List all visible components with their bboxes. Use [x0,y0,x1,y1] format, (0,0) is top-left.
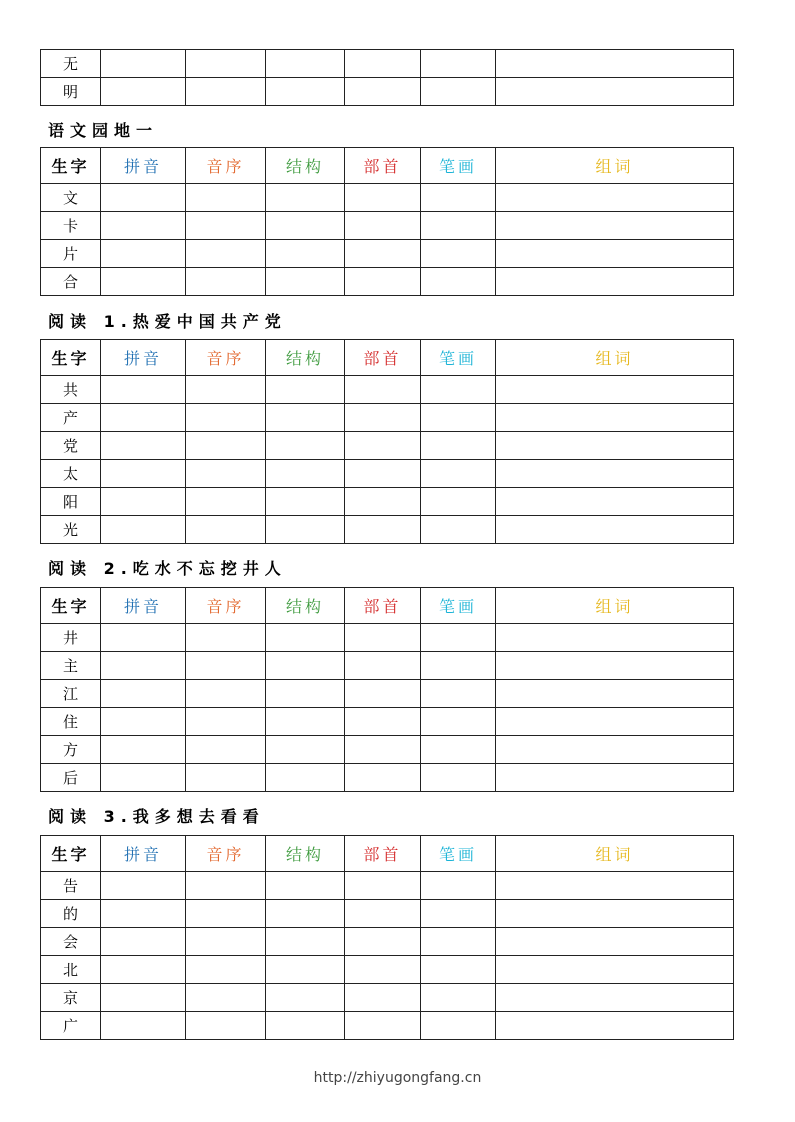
table-row [41,376,734,404]
table-row [41,652,734,680]
column-header: 拼音 [101,836,186,872]
table-row [41,488,734,516]
section-table [40,339,734,544]
blank-answer-cell[interactable] [266,268,345,296]
blank-answer-cell[interactable] [496,240,734,268]
blank-answer-cell[interactable] [421,184,496,212]
character-cell: 阳 [41,488,101,516]
blank-answer-cell[interactable] [345,872,421,900]
blank-answer-cell[interactable] [186,928,266,956]
blank-answer-cell[interactable] [186,956,266,984]
blank-answer-cell[interactable] [345,212,421,240]
blank-answer-cell[interactable] [421,984,496,1012]
blank-answer-cell[interactable] [345,928,421,956]
blank-answer-cell[interactable] [266,50,345,78]
blank-answer-cell[interactable] [345,268,421,296]
header-row [41,836,734,872]
blank-answer-cell[interactable] [345,50,421,78]
column-header: 部首 [345,340,421,376]
blank-answer-cell[interactable] [496,764,734,792]
table-row [41,900,734,928]
character-cell: 住 [41,708,101,736]
character-cell: 合 [41,268,101,296]
column-header: 组词 [496,588,734,624]
blank-answer-cell[interactable] [266,652,345,680]
header-row [41,588,734,624]
blank-answer-cell[interactable] [345,184,421,212]
blank-answer-cell[interactable] [421,956,496,984]
column-header: 组词 [496,340,734,376]
header-row [41,340,734,376]
blank-answer-cell[interactable] [496,708,734,736]
blank-answer-cell[interactable] [101,736,186,764]
section-title: 阅读 2.吃水不忘挖井人 [48,559,287,578]
blank-answer-cell[interactable] [101,50,186,78]
blank-answer-cell[interactable] [186,78,266,106]
column-header: 笔画 [421,148,496,184]
blank-answer-cell[interactable] [496,184,734,212]
column-header: 笔画 [421,836,496,872]
blank-answer-cell[interactable] [496,78,734,106]
blank-answer-cell[interactable] [266,460,345,488]
blank-answer-cell[interactable] [186,708,266,736]
blank-answer-cell[interactable] [101,956,186,984]
blank-answer-cell[interactable] [421,460,496,488]
column-header: 生字 [41,588,101,624]
column-header: 笔画 [421,340,496,376]
character-cell: 京 [41,984,101,1012]
blank-answer-cell[interactable] [266,928,345,956]
table-row [41,212,734,240]
character-cell: 广 [41,1012,101,1040]
table-row [41,78,734,106]
table-row [41,50,734,78]
blank-answer-cell[interactable] [186,1012,266,1040]
blank-answer-cell[interactable] [186,516,266,544]
blank-answer-cell[interactable] [186,460,266,488]
blank-answer-cell[interactable] [101,240,186,268]
blank-answer-cell[interactable] [345,680,421,708]
character-cell: 会 [41,928,101,956]
blank-answer-cell[interactable] [186,764,266,792]
blank-answer-cell[interactable] [186,624,266,652]
blank-answer-cell[interactable] [101,432,186,460]
table-row [41,404,734,432]
blank-answer-cell[interactable] [101,928,186,956]
footer-url[interactable]: http://zhiyugongfang.cn [313,1070,482,1086]
blank-answer-cell[interactable] [345,900,421,928]
section-title: 阅读 3.我多想去看看 [48,807,265,826]
blank-answer-cell[interactable] [266,956,345,984]
character-cell: 的 [41,900,101,928]
table-row [41,240,734,268]
column-header: 拼音 [101,340,186,376]
blank-answer-cell[interactable] [266,404,345,432]
blank-answer-cell[interactable] [101,268,186,296]
blank-answer-cell[interactable] [186,184,266,212]
character-cell: 井 [41,624,101,652]
section-table [40,587,734,792]
blank-answer-cell[interactable] [186,872,266,900]
blank-answer-cell[interactable] [266,78,345,106]
blank-answer-cell[interactable] [345,764,421,792]
blank-answer-cell[interactable] [421,240,496,268]
blank-answer-cell[interactable] [101,212,186,240]
blank-answer-cell[interactable] [345,404,421,432]
section-table [40,835,734,1040]
character-cell: 无 [41,50,101,78]
table-row [41,268,734,296]
blank-answer-cell[interactable] [345,956,421,984]
blank-answer-cell[interactable] [186,240,266,268]
blank-answer-cell[interactable] [496,736,734,764]
blank-answer-cell[interactable] [101,984,186,1012]
blank-answer-cell[interactable] [186,900,266,928]
blank-answer-cell[interactable] [101,652,186,680]
blank-answer-cell[interactable] [266,900,345,928]
blank-answer-cell[interactable] [421,708,496,736]
blank-answer-cell[interactable] [186,488,266,516]
blank-answer-cell[interactable] [421,736,496,764]
blank-answer-cell[interactable] [101,708,186,736]
blank-answer-cell[interactable] [101,516,186,544]
blank-answer-cell[interactable] [496,680,734,708]
character-cell: 光 [41,516,101,544]
blank-answer-cell[interactable] [345,516,421,544]
blank-answer-cell[interactable] [101,376,186,404]
blank-answer-cell[interactable] [421,900,496,928]
character-cell: 共 [41,376,101,404]
character-cell: 片 [41,240,101,268]
blank-answer-cell[interactable] [186,50,266,78]
column-header: 音序 [186,148,266,184]
column-header: 生字 [41,340,101,376]
blank-answer-cell[interactable] [496,516,734,544]
character-cell: 方 [41,736,101,764]
blank-answer-cell[interactable] [101,680,186,708]
blank-answer-cell[interactable] [496,50,734,78]
table-row [41,984,734,1012]
table-row [41,1012,734,1040]
blank-answer-cell[interactable] [421,516,496,544]
blank-answer-cell[interactable] [421,78,496,106]
character-cell: 卡 [41,212,101,240]
blank-answer-cell[interactable] [266,736,345,764]
character-cell: 文 [41,184,101,212]
blank-answer-cell[interactable] [266,708,345,736]
blank-answer-cell[interactable] [421,928,496,956]
header-row [41,148,734,184]
column-header: 生字 [41,836,101,872]
blank-answer-cell[interactable] [101,404,186,432]
blank-answer-cell[interactable] [496,376,734,404]
character-cell: 北 [41,956,101,984]
column-header: 部首 [345,588,421,624]
blank-answer-cell[interactable] [421,212,496,240]
blank-answer-cell[interactable] [266,1012,345,1040]
blank-answer-cell[interactable] [421,872,496,900]
blank-answer-cell[interactable] [101,764,186,792]
table-row [41,872,734,900]
table-row [41,680,734,708]
blank-answer-cell[interactable] [496,928,734,956]
blank-answer-cell[interactable] [186,404,266,432]
blank-answer-cell[interactable] [266,212,345,240]
blank-answer-cell[interactable] [101,1012,186,1040]
blank-answer-cell[interactable] [186,984,266,1012]
column-header: 组词 [496,836,734,872]
blank-answer-cell[interactable] [266,516,345,544]
blank-answer-cell[interactable] [266,984,345,1012]
blank-answer-cell[interactable] [421,764,496,792]
blank-answer-cell[interactable] [345,240,421,268]
table-row [41,736,734,764]
blank-answer-cell[interactable] [266,240,345,268]
table-row [41,516,734,544]
character-cell: 明 [41,78,101,106]
table-row [41,432,734,460]
column-header: 笔画 [421,588,496,624]
blank-answer-cell[interactable] [101,460,186,488]
column-header: 拼音 [101,148,186,184]
table-row [41,956,734,984]
character-cell: 告 [41,872,101,900]
blank-answer-cell[interactable] [345,624,421,652]
column-header: 部首 [345,836,421,872]
column-header: 结构 [266,588,345,624]
blank-answer-cell[interactable] [345,460,421,488]
blank-answer-cell[interactable] [496,404,734,432]
blank-answer-cell[interactable] [101,624,186,652]
character-cell: 江 [41,680,101,708]
blank-answer-cell[interactable] [266,488,345,516]
table-row [41,764,734,792]
blank-answer-cell[interactable] [186,268,266,296]
blank-answer-cell[interactable] [345,652,421,680]
blank-answer-cell[interactable] [496,488,734,516]
blank-answer-cell[interactable] [266,680,345,708]
blank-answer-cell[interactable] [496,956,734,984]
table-row [41,708,734,736]
section-title: 语文园地一 [48,121,159,140]
column-header: 音序 [186,340,266,376]
blank-answer-cell[interactable] [421,268,496,296]
table-row [41,460,734,488]
blank-answer-cell[interactable] [345,78,421,106]
blank-answer-cell[interactable] [101,900,186,928]
blank-answer-cell[interactable] [496,624,734,652]
blank-answer-cell[interactable] [101,184,186,212]
blank-answer-cell[interactable] [496,872,734,900]
blank-answer-cell[interactable] [345,432,421,460]
blank-answer-cell[interactable] [421,652,496,680]
section-table [40,147,734,296]
blank-answer-cell[interactable] [496,900,734,928]
blank-answer-cell[interactable] [186,212,266,240]
blank-answer-cell[interactable] [421,488,496,516]
character-cell: 主 [41,652,101,680]
section-title: 阅读 1.热爱中国共产党 [48,312,287,331]
character-cell: 党 [41,432,101,460]
character-cell: 产 [41,404,101,432]
character-cell: 后 [41,764,101,792]
blank-answer-cell[interactable] [101,872,186,900]
blank-answer-cell[interactable] [496,1012,734,1040]
table-row [41,928,734,956]
blank-answer-cell[interactable] [421,1012,496,1040]
blank-answer-cell[interactable] [345,376,421,404]
blank-answer-cell[interactable] [496,652,734,680]
column-header: 结构 [266,340,345,376]
blank-answer-cell[interactable] [186,432,266,460]
blank-answer-cell[interactable] [186,736,266,764]
table-row [41,184,734,212]
blank-answer-cell[interactable] [496,212,734,240]
blank-answer-cell[interactable] [266,764,345,792]
blank-answer-cell[interactable] [266,432,345,460]
table-row [41,624,734,652]
blank-answer-cell[interactable] [421,432,496,460]
blank-answer-cell[interactable] [266,376,345,404]
column-header: 部首 [345,148,421,184]
column-header: 结构 [266,148,345,184]
column-header: 结构 [266,836,345,872]
blank-answer-cell[interactable] [101,488,186,516]
column-header: 拼音 [101,588,186,624]
blank-answer-cell[interactable] [186,376,266,404]
blank-answer-cell[interactable] [496,984,734,1012]
blank-answer-cell[interactable] [186,652,266,680]
blank-answer-cell[interactable] [186,680,266,708]
blank-answer-cell[interactable] [345,984,421,1012]
column-header: 音序 [186,836,266,872]
blank-answer-cell[interactable] [421,404,496,432]
blank-answer-cell[interactable] [266,184,345,212]
blank-answer-cell[interactable] [496,460,734,488]
blank-answer-cell[interactable] [101,78,186,106]
column-header: 组词 [496,148,734,184]
blank-answer-cell[interactable] [496,268,734,296]
blank-answer-cell[interactable] [421,624,496,652]
blank-answer-cell[interactable] [496,432,734,460]
column-header: 音序 [186,588,266,624]
blank-answer-cell[interactable] [266,872,345,900]
character-cell: 太 [41,460,101,488]
blank-answer-cell[interactable] [345,1012,421,1040]
column-header: 生字 [41,148,101,184]
blank-answer-cell[interactable] [266,624,345,652]
top-continuation-table [40,49,734,106]
blank-answer-cell[interactable] [345,708,421,736]
blank-answer-cell[interactable] [345,488,421,516]
blank-answer-cell[interactable] [421,376,496,404]
blank-answer-cell[interactable] [345,736,421,764]
blank-answer-cell[interactable] [421,50,496,78]
blank-answer-cell[interactable] [421,680,496,708]
